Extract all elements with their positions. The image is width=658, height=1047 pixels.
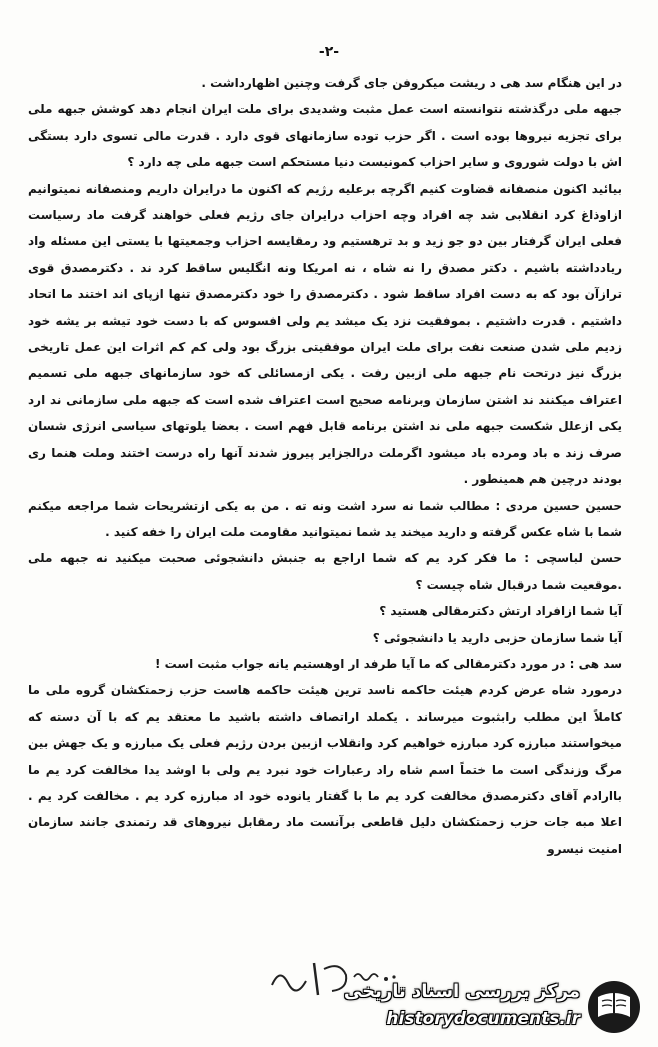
- book-scroll-icon: [586, 979, 642, 1035]
- paragraph: درمورد شاه عرض کردم هیئت حاکمه ناسد ترین هیئت حاکمه هاست حزب زحمتکشان گروه ملی ما کاملاً این مطلب رابثبوت میرساند . یکملد اراتصاف داشته باشید ما معتقد یم که با آن دسته که میخواستند مبارزه کرد مبارزه خواهیم کرد وانقلاب ازبین بردن رژیم فعلی یک مبارزه و یک جهش بین مرگ وزندگی است ما ختماً اسم شاه راد رعبارات خود نبرد یم ولی با اوشد یدا مخالفت کرد یم ما باارادم آقای دکترمصدق مخالفت کرد یم ما با گفتار یانوده خود اد مبارزه کرد یم . مخالفت کرد یم . اعلا مبه جات حزب زحمتکشان دلیل قاطعی برآنست ماد رمقابل نیروهای قد رتمندی جانند سازمان امنیت نیسرو: [28, 683, 622, 856]
- paragraph: جبهه ملی درگذشته نتوانسته است عمل مثبت وشدیدی برای ملت ایران انجام دهد کوشش جبهه ملی برای تجزیه نیروها بوده است . اگر حزب توده سازمانهای قوی دارد . قدرت مالی تسوی دارد بستگی اش با دولت شوروی و سایر احزاب کمونیست دنیا مستحکم است جبهه ملی چه دارد ؟: [28, 102, 622, 170]
- paragraph: آیا شما سازمان حزبی دارید یا دانشجوئی ؟: [372, 630, 622, 645]
- paragraph: آیا شما ازافراد ارتش دکترمقالی هستید ؟: [379, 604, 622, 619]
- paragraph: بیائید اکنون منصفانه قضاوت کنیم اگرچه برعلیه رژیم که اکنون ما درایران داریم ومنصفانه نمیتوانیم ازاوذاغ کرد انقلابی شد چه افراد وچه احزاب درایران جای رژیم فعلی خواهند گرفت ماد رسیاست فعلی ایران گرفتار بین دو جو زید و بد ترهستیم ود رمقایسه احزاب وجمعیتها با یستی این مسئله واد ریادداشته باشیم . دکتر مصدق را نه شاه ، نه امریکا ونه انگلیس ساقط کرد ند . دکترمصدق قوی ترازآن بود که به دست افراد ساقط شود . دکترمصدق را خود دکترمصدق تنها ازپای اند اختند ما اتحاد داشتیم . قدرت داشتیم . بموفقیت نزد یک میشد یم ولی افسوس که با دست خود تیشه بر یشه خود زدیم ملی شدن صنعت نفت برای ملت ایران موفقیتی بزرگ بود ولی کم کم اثرات این عمل تاریخی بزرگ نیز درتحت نام جبهه ملی ازبین رفت . یکی ازمسائلی که خود سازمانهای جبهه ملی تسمیم اعتراف میکنند ند اشتن سازمان وبرنامه صحیح است اعتراف شده است که جبهه ملی سازمانی ند ارد یکی ازعلل شکست جبهه ملی ند اشتن برنامه قابل فهم است . بعضا یلوتهای سیاسی انرژی شسان صرف زند ه باد ومرده باد میشود اگرملت درالجزایر پیروز شدند آنها راه درست اختند وملت هنما ری بودند درچین هم همینطور .: [28, 181, 622, 487]
- paragraph: در این هنگام سد هی د ریشت میکروفن جای گرفت وچنین اظهارداشت .: [201, 76, 622, 90]
- page-number: -۲-: [318, 44, 340, 60]
- paragraph: حسین حسین مردی : مطالب شما نه سرد اشت ونه ته . من به یکی ازتشریحات شما مراجعه میکنم شما با شاه عکس گرفته و دارید میخند ید شما نمیتوانید مقاومت ملت ایران را خفه کنید .: [28, 498, 622, 539]
- paragraph: حسن لباسچی : ما فکر کرد یم که شما اراجع به جنبش دانشجوئی صحبت میکنید نه جبهه ملی .موقعیت شما درقبال شاه چیست ؟: [28, 551, 622, 592]
- watermark: [343, 975, 646, 1039]
- watermark-title: مرکز بررسی اسناد تاریخی: [343, 981, 580, 1002]
- document-text: [28, 70, 622, 862]
- paragraph: سد هی : در مورد دکترمقالی که ما آیا طرفد ار اوهستیم یانه جواب مثبت است !: [154, 656, 622, 671]
- watermark-url: historydocuments.ir: [386, 1009, 580, 1029]
